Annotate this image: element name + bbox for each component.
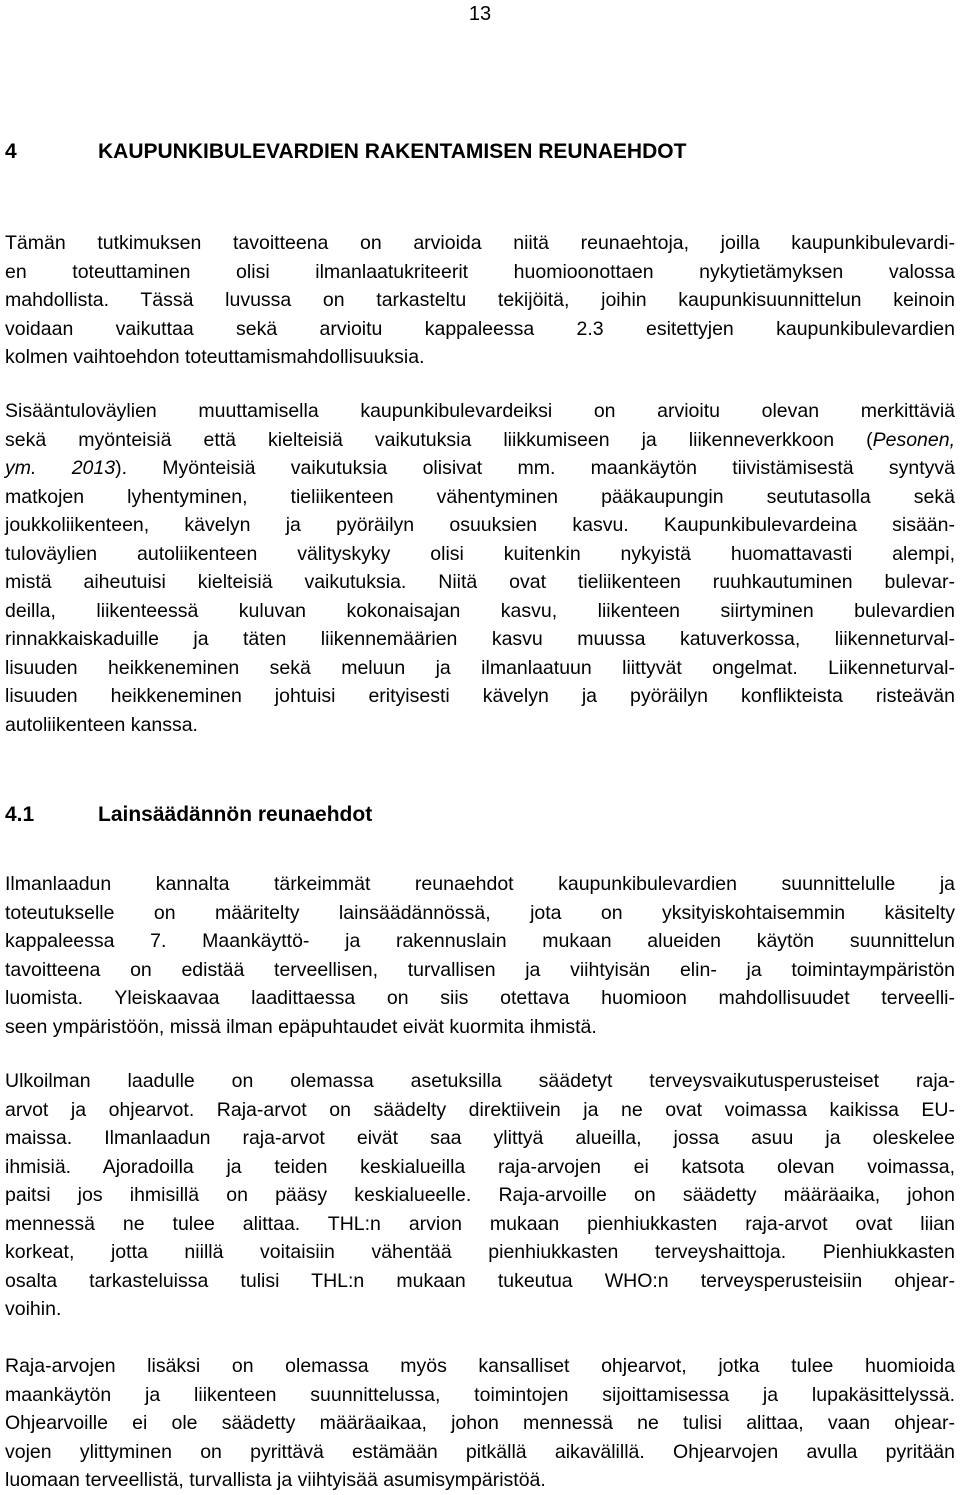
text-segment: ). Myönteisiä vaikutuksia olisivat mm. maankäytön tiivistämisestä syntyvä — [115, 457, 955, 479]
effects-paragraph — [5, 397, 955, 739]
text-line: deilla, liikenteessä kuluvan kokonaisajan kasvu, liikenteen siirtyminen bulevardien — [5, 599, 955, 622]
text-line: mahdollista. Tässä luvussa on tarkasteltu tekijöitä, joihin kaupunkisuunnittelun keinoin — [5, 289, 955, 311]
text-segment: sekä myönteisiä että kielteisiä vaikutuksia liikkumiseen ja liikenneverkkoon ( — [5, 428, 873, 451]
text-line: Ohjearvoille ei ole säädetty määräaikaa, johon mennessä ne tulisi alittaa, vaan ohjear- — [5, 1412, 955, 1434]
text-line: Ulkoilman laadulle on olemassa asetuksilla säädetyt terveysvaikutusperusteiset raja- — [5, 1070, 955, 1092]
section-number: 4.1 — [5, 803, 35, 826]
intro-paragraph — [5, 229, 955, 372]
text-line: paitsi jos ihmisillä on pääsy keskialueelle. Raja-arvoille on säädetty määräaika, johon — [5, 1184, 955, 1206]
text-line: en toteuttaminen olisi ilmanlaatukriteerit huomioonottaen nykytietämyksen valossa — [5, 260, 955, 283]
text-line: lisuuden heikkeneminen johtuisi erityisesti kävelyn ja pyöräilyn konflikteista risteävän — [5, 685, 955, 707]
text-line: mennessä ne tulee alittaa. THL:n arvion mukaan pienhiukkasten raja-arvot ovat liian — [5, 1212, 955, 1235]
text-line: voihin. — [5, 1298, 62, 1320]
text-line: matkojen lyhentyminen, tieliikenteen vähentyminen pääkaupungin seututasolla sekä — [5, 485, 955, 508]
text-line: Ilmanlaadun kannalta tärkeimmät reunaehdot kaupunkibulevardien suunnittelulle ja — [5, 873, 955, 895]
text-line: tuloväylien autoliikenteen välityskyky olisi kuitenkin nykyistä huomattavasti alempi, — [5, 542, 955, 565]
text-line: osalta tarkasteluissa tulisi THL:n mukaan tukeutua WHO:n terveysperusteisiin ohjear- — [5, 1269, 955, 1292]
legislation-paragraph — [5, 870, 955, 1041]
text-line: seen ympäristöön, missä ilman epäpuhtaudet eivät kuormita ihmistä. — [5, 1015, 597, 1038]
text-line: maankäytön ja liikenteen suunnittelussa, toimintojen sijoittamisessa ja lupakäsittelyssä. — [5, 1383, 955, 1406]
text-line: korkeat, jotta niillä voitaisiin vähentää pienhiukkasten terveyshaittoja. Pienhiukkasten — [5, 1241, 955, 1263]
citation: Pesonen, — [872, 428, 955, 451]
text-line: Raja-arvojen lisäksi on olemassa myös kansalliset ohjearvot, jotka tulee huomioida — [5, 1355, 955, 1377]
chapter-title: KAUPUNKIBULEVARDIEN RAKENTAMISEN REUNAEHDOT — [98, 140, 687, 163]
text-line: joukkoliikenteen, kävelyn ja pyöräilyn osuuksien kasvu. Kaupunkibulevardeina sisään- — [5, 514, 955, 536]
text-line: arvot ja ohjearvot. Raja-arvot on säädelty direktiivein ja ne ovat voimassa kaikissa EU- — [5, 1098, 955, 1121]
page-number: 13 — [468, 3, 492, 25]
section-title: Lainsäädännön reunaehdot — [98, 803, 373, 826]
text-line: Tämän tutkimuksen tavoitteena on arvioida niitä reunaehtoja, joilla kaupunkibulevardi- — [5, 232, 955, 254]
chapter-number: 4 — [5, 140, 17, 163]
text-line: Sisääntuloväylien muuttamisella kaupunkibulevardeiksi on arvioitu olevan merkittäviä — [5, 400, 955, 422]
section-heading — [5, 802, 372, 828]
limits-paragraph — [5, 1067, 955, 1324]
text-line: rinnakkaiskaduille ja täten liikennemäärien kasvu muussa katuverkossa, liikenneturval- — [5, 628, 955, 650]
text-line: voidaan vaikuttaa sekä arvioitu kappaleessa 2.3 esitettyjen kaupunkibulevardien — [5, 317, 955, 340]
text-line — [5, 426, 955, 455]
text-line: luomista. Yleiskaavaa laadittaessa on siis otettava huomioon mahdollisuudet terveelli- — [5, 987, 955, 1009]
text-line: luomaan terveellistä, turvallista ja viihtyisää asumisympäristöä. — [5, 1469, 546, 1491]
text-line: kappaleessa 7. Maankäyttö- ja rakennuslain mukaan alueiden käytön suunnittelun — [5, 930, 955, 952]
citation: ym. 2013 — [5, 457, 116, 479]
text-line: vojen ylittyminen on pyrittävä estämään pitkällä aikavälillä. Ohjearvojen avulla pyritään — [5, 1440, 955, 1463]
text-line — [5, 454, 955, 483]
text-line: lisuuden heikkeneminen sekä meluun ja ilmanlaatuun liittyvät ongelmat. Liikenneturval- — [5, 656, 955, 679]
text-line: ihmisiä. Ajoradoilla ja teiden keskialueilla raja-arvojen ei katsota olevan voimassa, — [5, 1155, 955, 1178]
text-line: toteutukselle on määritelty lainsäädännössä, jota on yksityiskohtaisemmin käsitelty — [5, 901, 955, 924]
text-line: maissa. Ilmanlaadun raja-arvot eivät saa ylittyä alueilla, jossa asuu ja oleskelee — [5, 1127, 955, 1149]
text-line: tavoitteena on edistää terveellisen, turvallisen ja viihtyisän elin- ja toimintaympäristön — [5, 958, 955, 981]
guidelines-paragraph — [5, 1352, 955, 1495]
chapter-heading — [5, 139, 686, 165]
text-line: mistä aiheutuisi kielteisiä vaikutuksia. Niitä ovat tieliikenteen ruuhkautuminen bulevar- — [5, 571, 955, 593]
text-line: kolmen vaihtoehdon toteuttamismahdollisuuksia. — [5, 346, 425, 368]
text-line: autoliikenteen kanssa. — [5, 713, 198, 736]
